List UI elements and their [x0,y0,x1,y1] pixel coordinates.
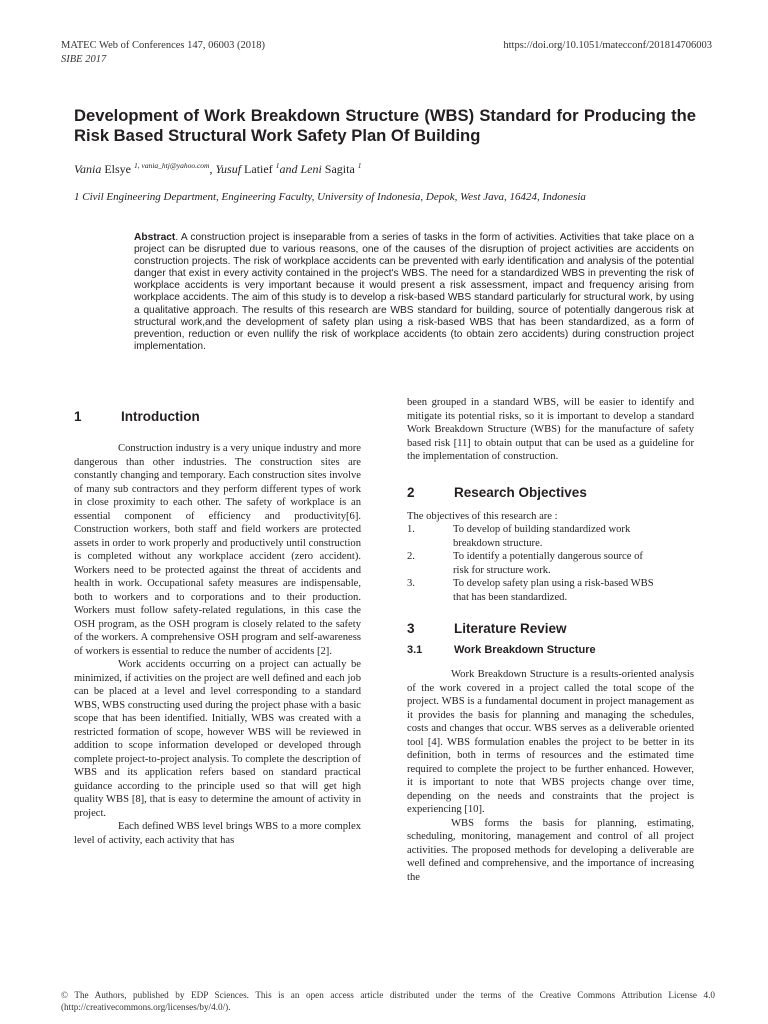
section-title: Introduction [121,409,200,424]
wbs-paragraph-1: Work Breakdown Structure is a results-oriented analysis of the work covered in a project called the total scope of the project. WBS is a fundamental document in project management as it provides the basis for planning and managing the schedules, costs and changes that occur. WBS serves as a deliverable oriented tool [4]. WBS formulation enables the project to be better in its definition, both in terms of resources and the estimated time required to complete the project to be further enhanced. However, it is important to note that WBS projects change over time, depending on the needs and constraints that the project is experiencing [10]. [407,669,694,815]
author-1-affiliation-mark: 1, [134,161,142,170]
author-separator: , [209,162,216,176]
section-number: 3 [407,621,415,636]
author-email[interactable]: vania_htj@yahoo.com [141,161,210,170]
abstract-text: . A construction project is inseparable from a series of tasks in the form of activities. Activities that take place on a project can be disrupted due to various reasons, one of the causes of the disruption of project activities are accidents on construction projects. The risk of workplace accidents can be prevented with early identification and analysis of the potential danger that exist in every activity contained in the project's WBS. The need for a standardized WBS in preventing the risk of workplace accidents is very important because it would present a risk assessment, impact and frequency arising from workplace accidents. The aim of this study is to develop a risk-based WBS standard particularly for structural work, by using a qualitative approach. The results of this research are WBS standard for building, source of potentially dangerous risk at structural work,and the development of safety plan using a risk-based WBS that has been standardized, as a form of prevention, reduction or even nullify the risk of workplace accidents (to obtain zero accidents) during construction project implementation. [134,232,694,352]
author-3-family: Sagita [324,162,355,176]
section-number: 1 [74,409,82,424]
article-number: , 06003 (2018) [202,40,265,51]
abstract [134,232,694,353]
section-heading-introduction [74,408,361,426]
doi-link[interactable]: https://doi.org/10.1051/matecconf/201814706003 [503,40,712,51]
section-title: Literature Review [454,621,567,636]
author-2-affiliation-mark: 1 [275,161,280,170]
author-3-affiliation-mark: 1 [357,161,362,170]
intro-paragraph-3: Each defined WBS level brings WBS to a more complex level of activity, each activity that has [74,821,361,846]
intro-paragraph-1: Construction industry is a very unique industry and more dangerous than other industries. The construction sites are constantly changing and temporary. Each construction sites involve of many sub contractors and they perform different types of work in close proximity to each other. The safety of workplace is an essential component of efficiency and productivity[6]. Construction workers, both staff and field workers are protected assets in order to work properly and productively until construction is completed without any workplace accident (zero accident). Workers need to be protected against the threat of accidents and health in work. Occupational safety measures are indispensable, both to workers and to corporations and to their production. Workers must follow safety-related regulations, in this case the OSH program, as the OSH program is closely related to the safety of the workers. A comprehensive OSH program and self-awareness of workers is essential to reduce the number of accidents [2]. [74,443,361,657]
author-3-given: and Leni [279,162,322,176]
author-1-family: Elsye [104,162,132,176]
journal-volume: 147 [187,40,203,51]
wbs-paragraph-2: WBS forms the basis for planning, estimating, scheduling, monitoring, management and control of all project activities. The proposed methods for developing a deliverable are well defined and comprehensive, and the importance of increasing the [407,817,694,883]
journal-name: MATEC Web of Conferences [61,40,185,51]
section-title: Research Objectives [454,484,587,500]
objectives-list [407,523,694,604]
journal-reference [61,39,265,52]
author-list [74,158,362,177]
affiliation: 1 Civil Engineering Department, Engineering Faculty, University of Indonesia, Depok, West Java, 16424, Indonesia [74,191,586,203]
paper-title: Development of Work Breakdown Structure (WBS) Standard for Producing the Risk Based Structural Work Safety Plan Of Building [74,106,696,145]
list-item: 2. To identify a potentially dangerous source of risk for structure work. [407,551,643,576]
section-heading-research-objectives [407,484,694,502]
intro-paragraph-2: Work accidents occurring on a project can actually be minimized, if activities on the project are well defined and each job can be placed at a level and level corresponding to a standard WBS, WBS constructing used during the project phase with a basic scope that has been identified. Initially, WBS was created with a restricted formation of scope, however WBS will be reviewed in addition to scope information developed or developed through complete project-to-project analysis. To complete the description of WBS and its application refers based on standard practical guidance according to the principle used so that will get high quality WBS [8], that is easy to determine the amount of activity in project. [74,659,361,819]
author-2-family: Latief [244,162,273,176]
conference-name: SIBE 2017 [61,54,107,65]
subsection-number: 3.1 [407,644,423,656]
subsection-heading-wbs [407,642,694,658]
subsection-title: Work Breakdown Structure [454,644,596,656]
license-footer: © The Authors, published by EDP Sciences. This is an open access article distributed under the terms of the Creative Commons Attribution License 4.0 (http://creativecommons.org/licenses/by/4.0/). [61,990,715,1012]
abstract-label: Abstract [134,232,176,243]
intro-paragraph-3-continued: been grouped in a standard WBS, will be easier to identify and mitigate its potential risks, so it is important to develop a standard Work Breakdown Structure (WBS) for the manufacture of safety based risk [11] to obtain output that can be used as a guideline for the implementation of construction. [407,397,694,462]
author-1-given: Vania [74,162,102,176]
section-number: 2 [407,484,415,500]
author-2-given: Yusuf [215,162,242,176]
list-item: 1. To develop of building standardized work breakdown structure. [407,524,631,549]
list-item: 3. To develop safety plan using a risk-based WBS that has been standardized. [407,578,654,603]
objectives-intro: The objectives of this research are : [407,510,558,522]
left-column [74,408,361,847]
section-heading-literature-review [407,620,694,638]
right-column [407,396,694,884]
